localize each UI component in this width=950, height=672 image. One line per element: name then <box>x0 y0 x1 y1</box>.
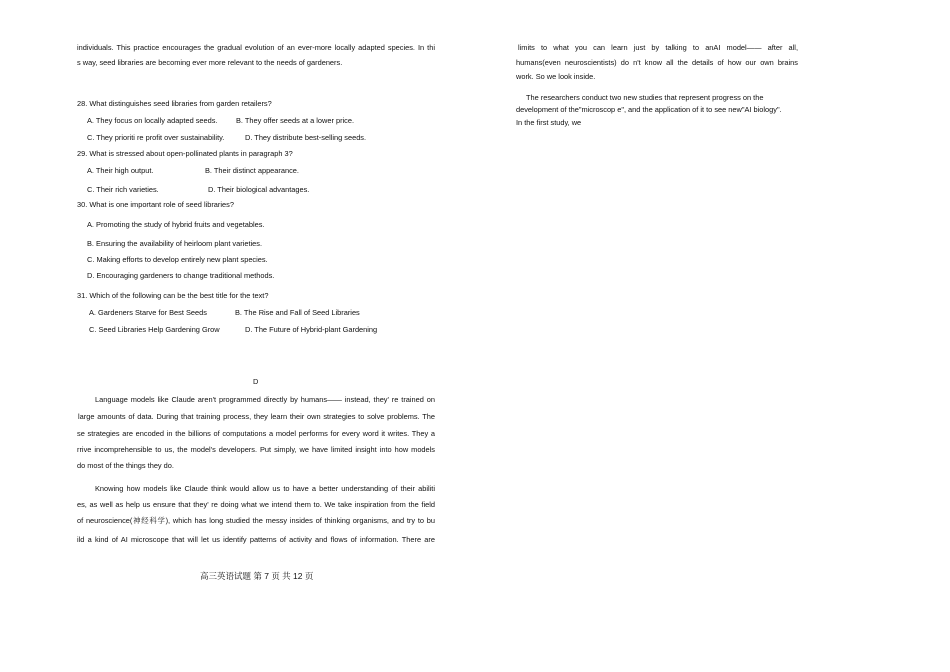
paragraph-line: Language models like Claude aren't programmed directly by humans—— instead, they' re trained on <box>95 395 435 404</box>
option: D. Encouraging gardeners to change traditional methods. <box>87 271 275 280</box>
paragraph-line: humans(even neuroscientists) do n't know all the details of how our own brains <box>516 58 798 67</box>
paragraph-line: large amounts of data. During that training process, they learn their own strategies to solve problems. The <box>78 412 435 421</box>
paragraph-line: work. So we look inside. <box>516 72 596 81</box>
option: C. They prioriti re profit over sustainability. <box>87 133 225 142</box>
option: B. They offer seeds at a lower price. <box>236 116 355 125</box>
question-30: 30. What is one important role of seed libraries? <box>77 200 234 209</box>
option: A. They focus on locally adapted seeds. <box>87 116 218 125</box>
paragraph-line: se strategies are encoded in the billions of computations a model performs for every word it writes. They a <box>77 429 435 438</box>
option: D. They distribute best-selling seeds. <box>245 133 367 142</box>
option: D. The Future of Hybrid-plant Gardening <box>245 325 378 334</box>
page-footer: 高三英语试题 第 7 页 共 12 页 <box>200 571 314 581</box>
question-28: 28. What distinguishes seed libraries from garden retailers? <box>77 99 272 108</box>
option: B. The Rise and Fall of Seed Libraries <box>235 308 360 317</box>
paragraph-line: development of the"microscop e", and the application of it to see new"AI biology". <box>516 105 782 114</box>
paragraph-line: es, as well as help us ensure that they' re doing what we intend them to. We take inspiration from the field <box>77 500 435 509</box>
section-label: D <box>253 377 259 386</box>
option: C. Making efforts to develop entirely new plant species. <box>87 255 268 264</box>
paragraph-line: rrive incomprehensible to us, the model's developers. Put simply, we have limited insight into how models <box>77 445 435 454</box>
question-31: 31. Which of the following can be the best title for the text? <box>77 291 269 300</box>
paragraph-line: limits to what you can learn just by talking to anAI model—— after all, <box>518 43 798 52</box>
option: A. Promoting the study of hybrid fruits and vegetables. <box>87 220 265 229</box>
paragraph-line: In the first study, we <box>516 118 582 127</box>
option: D. Their biological advantages. <box>208 185 310 194</box>
option: C. Seed Libraries Help Gardening Grow <box>89 325 220 334</box>
paragraph-line: The researchers conduct two new studies that represent progress on the <box>526 93 764 102</box>
intro-line: s way, seed libraries are becoming ever more relevant to the needs of gardeners. <box>77 58 343 67</box>
question-29: 29. What is stressed about open-pollinated plants in paragraph 3? <box>77 149 293 158</box>
paragraph-line: Knowing how models like Claude think would allow us to have a better understanding of their abiliti <box>95 484 435 493</box>
option: A. Their high output. <box>87 166 154 175</box>
option: C. Their rich varieties. <box>87 185 159 194</box>
paragraph-line: ild a kind of AI microscope that will let us identify patterns of activity and flows of information. There are <box>77 535 435 544</box>
paragraph-line: of neuroscience(神经科学), which has long studied the messy insides of thinking organisms, and try to bu <box>77 516 435 525</box>
intro-line: individuals. This practice encourages the gradual evolution of an ever-more locally adapted species. In thi <box>77 43 435 52</box>
option: B. Their distinct appearance. <box>205 166 299 175</box>
paragraph-line: do most of the things they do. <box>77 461 174 470</box>
option: B. Ensuring the availability of heirloom plant varieties. <box>87 239 263 248</box>
option: A. Gardeners Starve for Best Seeds <box>89 308 207 317</box>
